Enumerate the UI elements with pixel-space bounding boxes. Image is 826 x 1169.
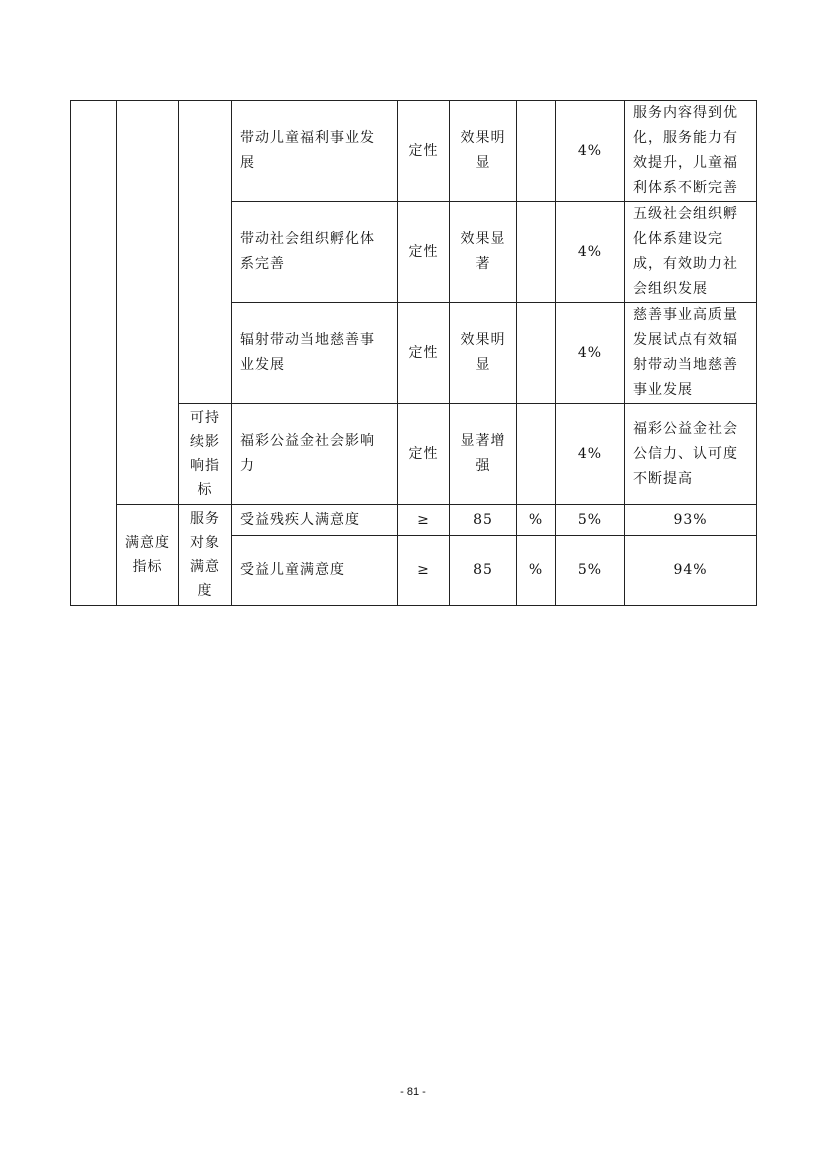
indicator-name: 辐射带动当地慈善事业发展 — [232, 303, 398, 404]
indicator-unit — [517, 303, 556, 404]
performance-indicator-table — [70, 100, 757, 606]
indicator-actual: 慈善事业高质量发展试点有效辐射带动当地慈善事业发展 — [625, 303, 757, 404]
indicator-actual: 服务内容得到优化，服务能力有效提升，儿童福利体系不断完善 — [625, 101, 757, 202]
table-row — [71, 101, 757, 202]
level3-indicator-cell — [179, 101, 232, 404]
indicator-weight: 4% — [556, 101, 625, 202]
indicator-type: 定性 — [398, 303, 450, 404]
indicator-actual: 94% — [625, 536, 757, 606]
level3-sustainable-label: 可持续影响指标 — [179, 404, 232, 505]
table-row — [71, 505, 757, 536]
indicator-weight: 4% — [556, 303, 625, 404]
level1-indicator-cell — [71, 101, 117, 606]
indicator-actual: 福彩公益金社会公信力、认可度不断提高 — [625, 404, 757, 505]
indicator-name: 带动儿童福利事业发展 — [232, 101, 398, 202]
indicator-name: 福彩公益金社会影响力 — [232, 404, 398, 505]
indicator-name: 受益残疾人满意度 — [232, 505, 398, 536]
indicator-weight: 5% — [556, 505, 625, 536]
indicator-target: 效果明显 — [450, 101, 517, 202]
indicator-unit — [517, 101, 556, 202]
indicator-unit — [517, 404, 556, 505]
indicator-type: ≥ — [398, 505, 450, 536]
indicator-name: 受益儿童满意度 — [232, 536, 398, 606]
indicator-target: 85 — [450, 505, 517, 536]
indicator-unit: % — [517, 536, 556, 606]
indicator-target: 85 — [450, 536, 517, 606]
indicator-weight: 4% — [556, 202, 625, 303]
indicator-name: 带动社会组织孵化体系完善 — [232, 202, 398, 303]
indicator-type: ≥ — [398, 536, 450, 606]
page-number: - 81 - — [400, 1086, 426, 1098]
indicator-unit — [517, 202, 556, 303]
indicator-target: 显著增强 — [450, 404, 517, 505]
indicator-unit: % — [517, 505, 556, 536]
indicator-target: 效果显著 — [450, 202, 517, 303]
level2-indicator-cell — [117, 101, 179, 505]
indicator-weight: 5% — [556, 536, 625, 606]
indicator-weight: 4% — [556, 404, 625, 505]
indicator-actual: 五级社会组织孵化体系建设完成，有效助力社会组织发展 — [625, 202, 757, 303]
level2-satisfaction-label: 满意度指标 — [117, 505, 179, 606]
indicator-type: 定性 — [398, 404, 450, 505]
indicator-actual: 93% — [625, 505, 757, 536]
indicator-type: 定性 — [398, 101, 450, 202]
indicator-type: 定性 — [398, 202, 450, 303]
indicator-target: 效果明显 — [450, 303, 517, 404]
level3-service-target-label: 服务对象满意度 — [179, 505, 232, 606]
